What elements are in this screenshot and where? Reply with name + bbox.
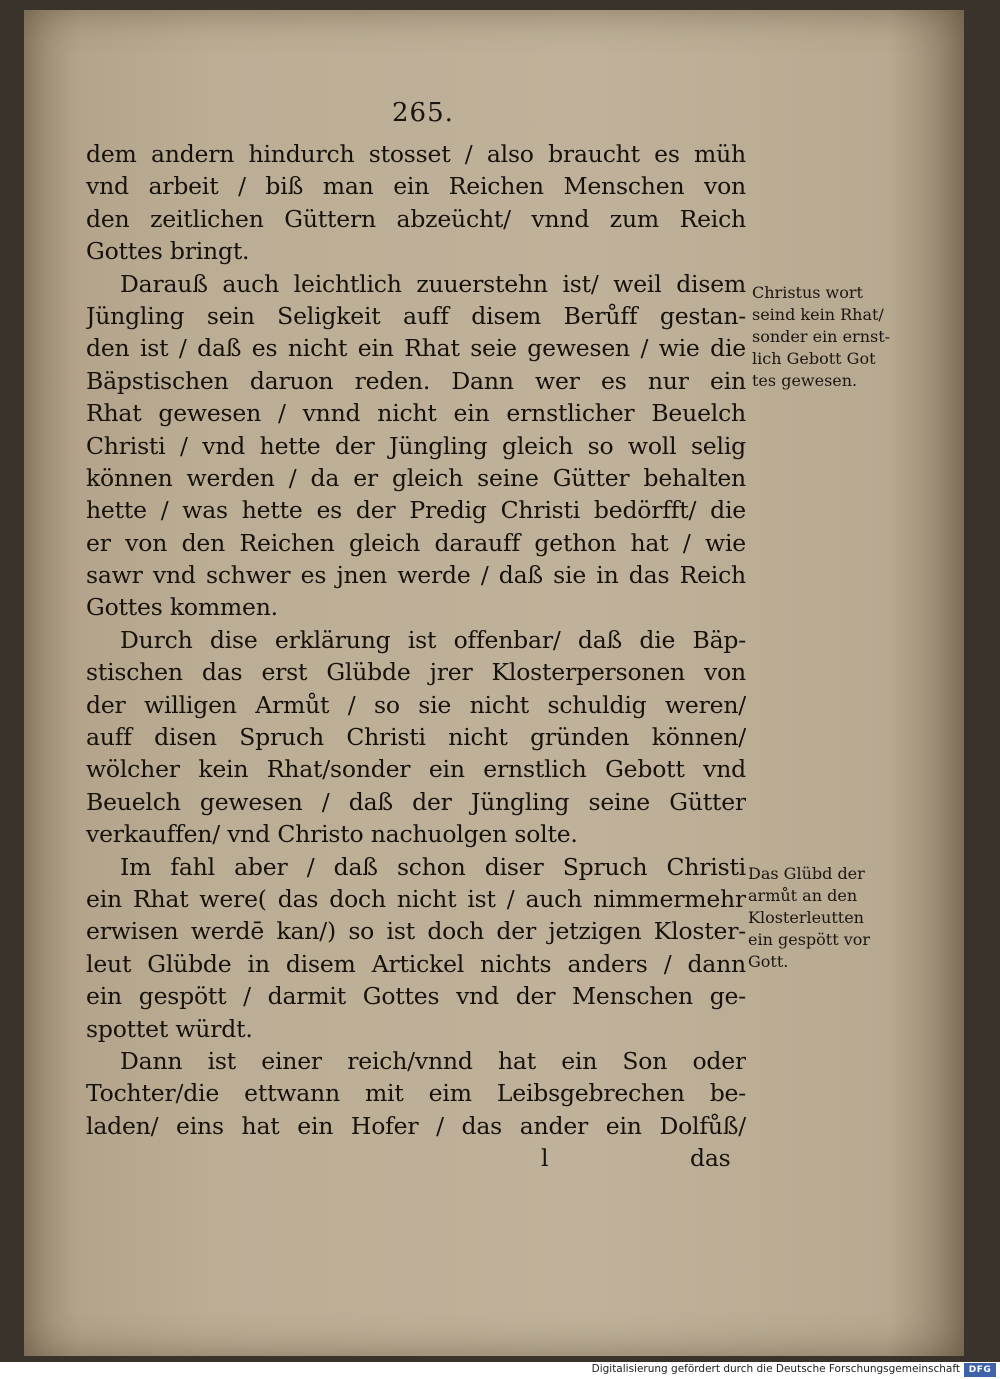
page-number: 265. xyxy=(392,98,454,128)
text-line: erwisen werdē kan/) so ist doch der jetzigen Kloster- xyxy=(86,917,746,946)
margin-note xyxy=(748,863,908,973)
text-line: Darauß auch leichtlich zuuerstehn ist/ weil disem xyxy=(120,269,746,298)
text-line: leut Glübde in disem Artickel nichts anders / dann xyxy=(86,949,746,978)
text-line: er von den Reichen gleich darauff gethon hat / wie xyxy=(86,528,746,557)
dfg-logo[interactable]: DFG xyxy=(964,1363,996,1377)
text-line: Bäpstischen daruon reden. Dann wer es nur ein xyxy=(86,366,746,395)
text-line: auff disen Spruch Christi nicht gründen können/ xyxy=(86,723,746,752)
text-line: Beuelch gewesen / daß der Jüngling seine Gütter xyxy=(86,787,746,816)
text-line: hette / was hette es der Predig Christi bedörfft/ die xyxy=(86,496,746,525)
margin-note-line: Klosterleutten xyxy=(748,908,864,927)
margin-note-line: ein gespött vor xyxy=(748,930,871,949)
text-line: sawr vnd schwer es jnen werde / daß sie in das Reich xyxy=(86,561,746,590)
funding-notice: Digitalisierung gefördert durch die Deutsche Forschungsgemeinschaft xyxy=(591,1363,960,1375)
text-line: Jüngling sein Seligkeit auff disem Berůff gestan- xyxy=(86,301,746,330)
signature-mark: l xyxy=(541,1144,549,1173)
text-line: stischen das erst Glübde jrer Klosterpersonen von xyxy=(86,658,746,687)
text-line: Gottes bringt. xyxy=(86,237,250,266)
text-line: können werden / da er gleich seine Gütter behalten xyxy=(86,463,746,492)
text-line: spottet würdt. xyxy=(86,1014,253,1043)
margin-note-line: Gott. xyxy=(748,952,789,971)
text-line: den zeitlichen Güttern abzeücht/ vnnd zum Reich xyxy=(86,204,746,233)
text-line: Im fahl aber / daß schon diser Spruch Christi xyxy=(120,852,746,881)
text-line: verkauffen/ vnd Christo nachuolgen solte. xyxy=(86,820,578,849)
text-line: dem andern hindurch stosset / also braucht es müh xyxy=(86,140,746,168)
catchword: das xyxy=(690,1144,731,1173)
text-line: Christi / vnd hette der Jüngling gleich so woll selig xyxy=(86,431,746,460)
text-line: ein gespött / darmit Gottes vnd der Menschen ge- xyxy=(86,982,746,1011)
margin-note-line: sonder ein ernst- xyxy=(752,327,891,346)
margin-note-line: Christus wort xyxy=(752,283,863,302)
signature-catchword-line xyxy=(86,1142,746,1174)
text-line: Tochter/die ettwann mit eim Leibsgebrechen be- xyxy=(86,1079,746,1108)
margin-note-line: armůt an den xyxy=(748,886,858,905)
text-line: laden/ eins hat ein Hofer / das ander ein Dolfůß/ xyxy=(86,1111,746,1140)
text-line: der willigen Armůt / so sie nicht schuldig weren/ xyxy=(86,690,746,719)
text-line: vnd arbeit / biß man ein Reichen Menschen von xyxy=(86,172,746,201)
book-page xyxy=(24,10,964,1356)
main-text-block xyxy=(86,138,746,1175)
text-line: den ist / daß es nicht ein Rhat seie gewesen / wie die xyxy=(86,334,746,363)
margin-note-line: seind kein Rhat/ xyxy=(752,305,884,324)
footer-bar xyxy=(0,1362,1000,1379)
text-line: wölcher kein Rhat/sonder ein ernstlich Gebott vnd xyxy=(86,755,746,784)
text-line: Gottes kommen. xyxy=(86,593,278,622)
text-line: Dann ist einer reich/vnnd hat ein Son oder xyxy=(120,1046,746,1075)
margin-note xyxy=(752,282,912,392)
margin-note-line: lich Gebott Got xyxy=(752,349,876,368)
text-line: ein Rhat were( das doch nicht ist / auch nimmermehr xyxy=(86,884,746,913)
text-line: Rhat gewesen / vnnd nicht ein ernstlicher Beuelch xyxy=(86,399,746,428)
text-line: Durch dise erklärung ist offenbar/ daß die Bäp- xyxy=(120,625,746,654)
margin-note-line: tes gewesen. xyxy=(752,371,858,390)
margin-note-line: Das Glübd der xyxy=(748,864,865,883)
